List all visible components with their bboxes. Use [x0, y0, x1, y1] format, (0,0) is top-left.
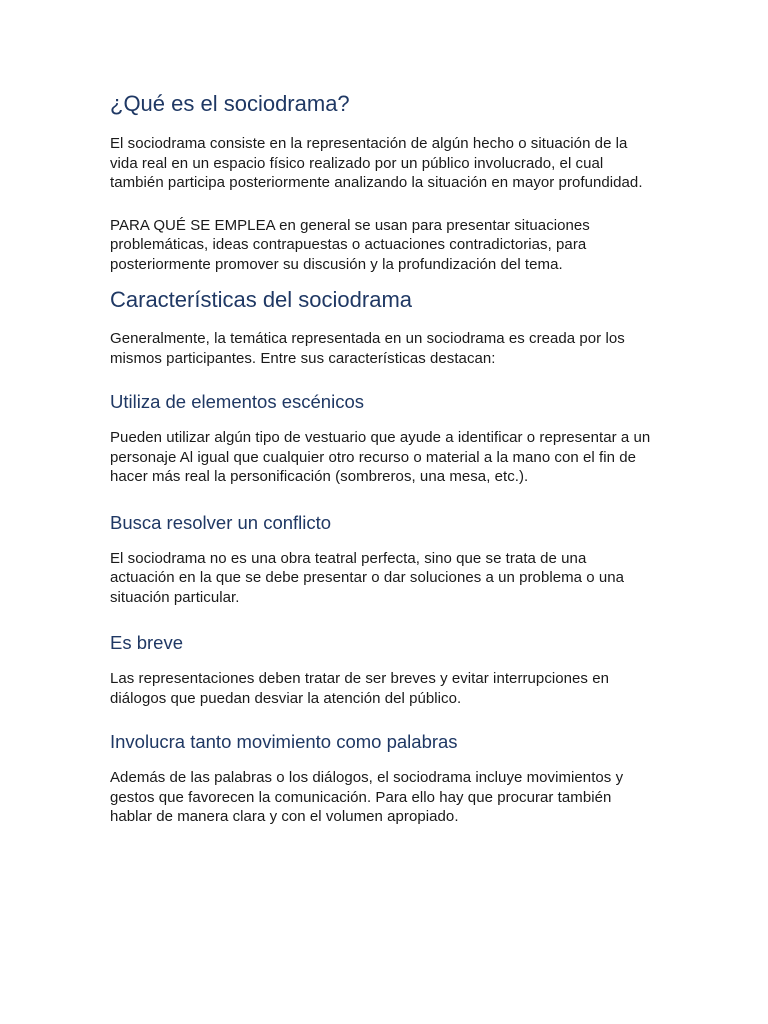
subsection-title-elementos-escenicos: Utiliza de elementos escénicos: [110, 391, 364, 412]
paragraph-resolver-conflicto: El sociodrama no es una obra teatral perfecta, sino que se trata de una actuación en la que se debe presentar o dar soluciones a un problema o una situación particular.: [110, 549, 625, 606]
section-title-que-es: ¿Qué es el sociodrama?: [110, 91, 350, 116]
paragraph-elementos-escenicos: Pueden utilizar algún tipo de vestuario que ayude a identificar o representar a un personaje Al igual que cualquier otro recurso o material a la mano con el fin de hacer más real la personificación (sombreros, una mesa, etc.).: [110, 429, 651, 485]
subsection-title-resolver-conflicto: Busca resolver un conflicto: [110, 511, 332, 533]
paragraph-caracteristicas-intro: Generalmente, la temática representada en un sociodrama es creada por los mismos participantes. Entre sus características destacan:: [110, 330, 625, 367]
paragraph-movimiento-palabras: Además de las palabras o los diálogos, el sociodrama incluye movimientos y gestos que favorecen la comunicación. Para ello hay que procurar también hablar de manera clara y con el volumen apropiado.: [110, 769, 624, 825]
document-page: [110, 90, 655, 827]
section-title-caracteristicas: Características del sociodrama: [110, 287, 413, 312]
paragraph-definicion: El sociodrama consiste en la representación de algún hecho o situación de la vida real en un espacio físico realizado por un público involucrado, el cual también participa posteriormente analizando la situación en mayor profundidad.: [110, 135, 643, 191]
paragraph-es-breve: Las representaciones deben tratar de ser breves y evitar interrupciones en diálogos que puedan desviar la atención del público.: [110, 670, 609, 707]
paragraph-para-que-se-emplea: PARA QUÉ SE EMPLEA en general se usan para presentar situaciones problemáticas, ideas contrapuestas o actuaciones contradictorias, para posteriormente promover su discusión y la profundización del tema.: [110, 216, 590, 273]
subsection-title-es-breve: Es breve: [110, 632, 184, 653]
subsection-title-movimiento-palabras: Involucra tanto movimiento como palabras: [110, 731, 458, 752]
